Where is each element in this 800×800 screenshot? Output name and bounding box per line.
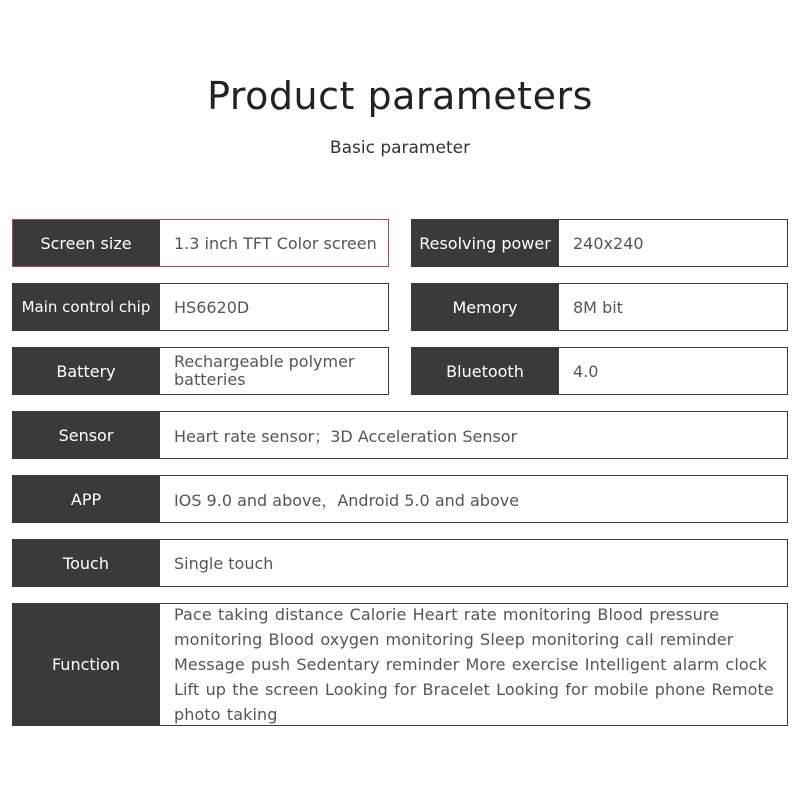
param-battery [12, 347, 389, 395]
param-value: 1.3 inch TFT Color screen [160, 219, 389, 267]
param-label: Touch [12, 539, 160, 587]
page-subtitle: Basic parameter [329, 138, 471, 158]
param-value: 4.0 [559, 347, 788, 395]
param-label: Battery [12, 347, 160, 395]
param-label: Bluetooth [411, 347, 559, 395]
param-value: IOS 9.0 and above，Android 5.0 and above [160, 475, 788, 523]
param-screen-size [12, 219, 389, 267]
param-value: Rechargeable polymer batteries [160, 347, 389, 395]
param-memory [411, 283, 788, 331]
param-value: Pace taking distance Calorie Heart rate monitoring Blood pressure monitoring Blood oxygen monitoring Sleep monitoring call reminder Message push Sedentary reminder More exercise Intelligent alarm clock Lift up the screen Looking for Bracelet Looking for mobile phone Remote photo taking [160, 603, 788, 726]
param-value: Heart rate sensor；3D Acceleration Sensor [160, 411, 788, 459]
param-value: 8M bit [559, 283, 788, 331]
param-label: Main control chip [12, 283, 160, 331]
param-resolving-power [411, 219, 788, 267]
param-main-chip [12, 283, 389, 331]
param-label: Function [12, 603, 160, 726]
param-value: Single touch [160, 539, 788, 587]
param-label: Resolving power [411, 219, 559, 267]
param-bluetooth [411, 347, 788, 395]
page-title: Product parameters [207, 74, 593, 118]
param-app [12, 475, 788, 523]
param-touch [12, 539, 788, 587]
param-function [12, 603, 788, 726]
param-sensor [12, 411, 788, 459]
param-label: Memory [411, 283, 559, 331]
param-label: Sensor [12, 411, 160, 459]
param-label: Screen size [12, 219, 160, 267]
param-value: 240x240 [559, 219, 788, 267]
param-value: HS6620D [160, 283, 389, 331]
param-label: APP [12, 475, 160, 523]
